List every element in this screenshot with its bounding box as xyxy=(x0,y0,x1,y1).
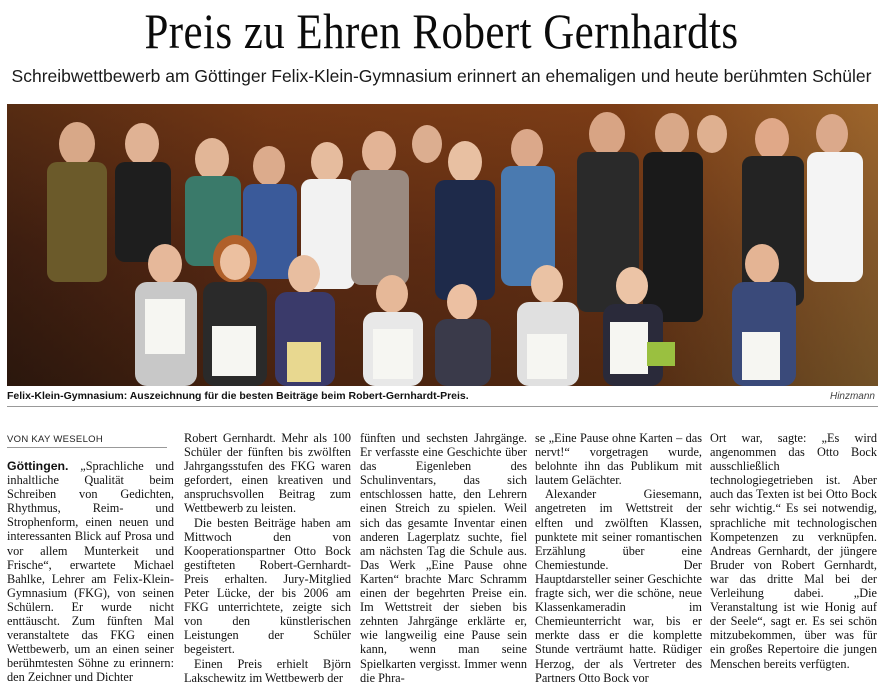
column-4 xyxy=(535,431,702,685)
photo-caption: Felix-Klein-Gymnasium: Auszeichnung für die besten Beiträge beim Robert-Gernhardt-Preis. xyxy=(7,390,469,402)
subheadline: Schreibwettbewerb am Göttinger Felix-Klein-Gymnasium erinnert an ehemaligen und heute berühmten Schüler xyxy=(11,66,872,86)
column-2 xyxy=(184,431,351,685)
paragraph-text: „Sprachliche und inhaltliche Qualität beim Schreiben von Gedichten, Rhythmus, Reim- und Strophenform, einen neuen und interessanten Blick auf Prosa und vor allem Munterkeit und Frische“, erwartete Michael Bahlke, Lehrer am Felix-Klein-Gymnasium (FKG), von seinen Schülern. Er wurde nicht enttäuscht. Zum fünften Mal veranstaltete das FKG einen Wettbewerb, um an einen seiner berühmtesten Söhne zu erinnern: den Zeichner und Dichter xyxy=(7,459,174,685)
paragraph: se „Eine Pause ohne Karten – das nervt!“ vorgetragen wurde, belohnte ihn das Publikum mit lautem Gelächter. xyxy=(535,431,702,488)
column-1 xyxy=(7,459,174,685)
column-5 xyxy=(710,431,877,671)
paragraph: Alexander Giesemann, angetreten im Wettstreit der elften und zwölften Klassen, punktete mit seiner romantischen Erzählung über eine Chemiestunde. Der Hauptdarsteller seiner Geschichte fragte sich, wer die schöne, neue Klassenkameradin im Chemieunterricht war, bis er merkte dass er die komplette Stunde verträumt hatte. Rüdiger Herzog, der als Vertreter des Partners Otto Bock vor xyxy=(535,487,702,685)
column-3 xyxy=(360,431,527,685)
paragraph: Die besten Beiträge haben am Mittwoch den von Kooperationspartner Otto Bock gestifteten Robert-Gernhardt-Preis erhalten. Jury-Mitglied Peter Lücke, der bis 2006 am FKG unterrichtete, zeigte sich von den künstlerischen Leistungen der Schüler begeistert. xyxy=(184,515,351,657)
byline-divider xyxy=(7,447,167,448)
paragraph: Ort war, sagte: „Es wird angenommen das Otto Bock ausschließlich technologiegetrieben ist. Aber auch das Texten ist bei Otto Bock sehr wichtig.“ Es sei notwendig, sprachliche mit technologischen Kompetenzen zu verknüpfen. Andreas Gernhardt, der jüngere Bruder von Robert Gernhardt, war das dritte Mal bei der Verleihung dabei. „Die Veranstaltung ist wie Honig auf der Seele“, sagt er. Es sei schön mitzubekommen, über was für ein großes Repertoire die jungen Menschen bereits verfügten. xyxy=(710,431,877,671)
dateline: Göttingen. xyxy=(7,459,69,473)
paragraph: Robert Gernhardt. Mehr als 100 Schüler der fünften bis zwölften Jahrgangsstufen des FKG waren gefordert, einen kreativen und anspruchsvollen Beitrag zum Wettbewerb zu leisten. xyxy=(184,431,351,516)
byline: VON KAY WESELOH xyxy=(7,434,104,445)
paragraph xyxy=(7,459,174,685)
paragraph: Einen Preis erhielt Björn Lakschewitz im Wettbewerb der xyxy=(184,656,351,685)
caption-divider xyxy=(7,406,878,407)
photo-credit: Hinzmann xyxy=(829,391,875,402)
group-photo xyxy=(7,104,878,386)
paragraph: fünften und sechsten Jahrgänge. Er verfasste eine Geschichte über das Eigenleben des Schulinventars, das sich entschlossen hatte, den Lehrern einen Streich zu spielen. Weil sich das gesamte Inventar einen anderen Lagerplatz suchte, fiel am nächsten Tag die Schule aus. Das Werk „Eine Pause ohne Karten“ brachte Marc Schramm einen der begehrten Preise ein. Im Wettstreit der sieben bis zehnten Jahrgänge erklärte er, wie langweilig eine Pause sein kann, wenn man seine Spielkarten vergisst. Immer wenn die Phra- xyxy=(360,431,527,685)
headline: Preis zu Ehren Robert Gernhardts xyxy=(144,3,739,59)
